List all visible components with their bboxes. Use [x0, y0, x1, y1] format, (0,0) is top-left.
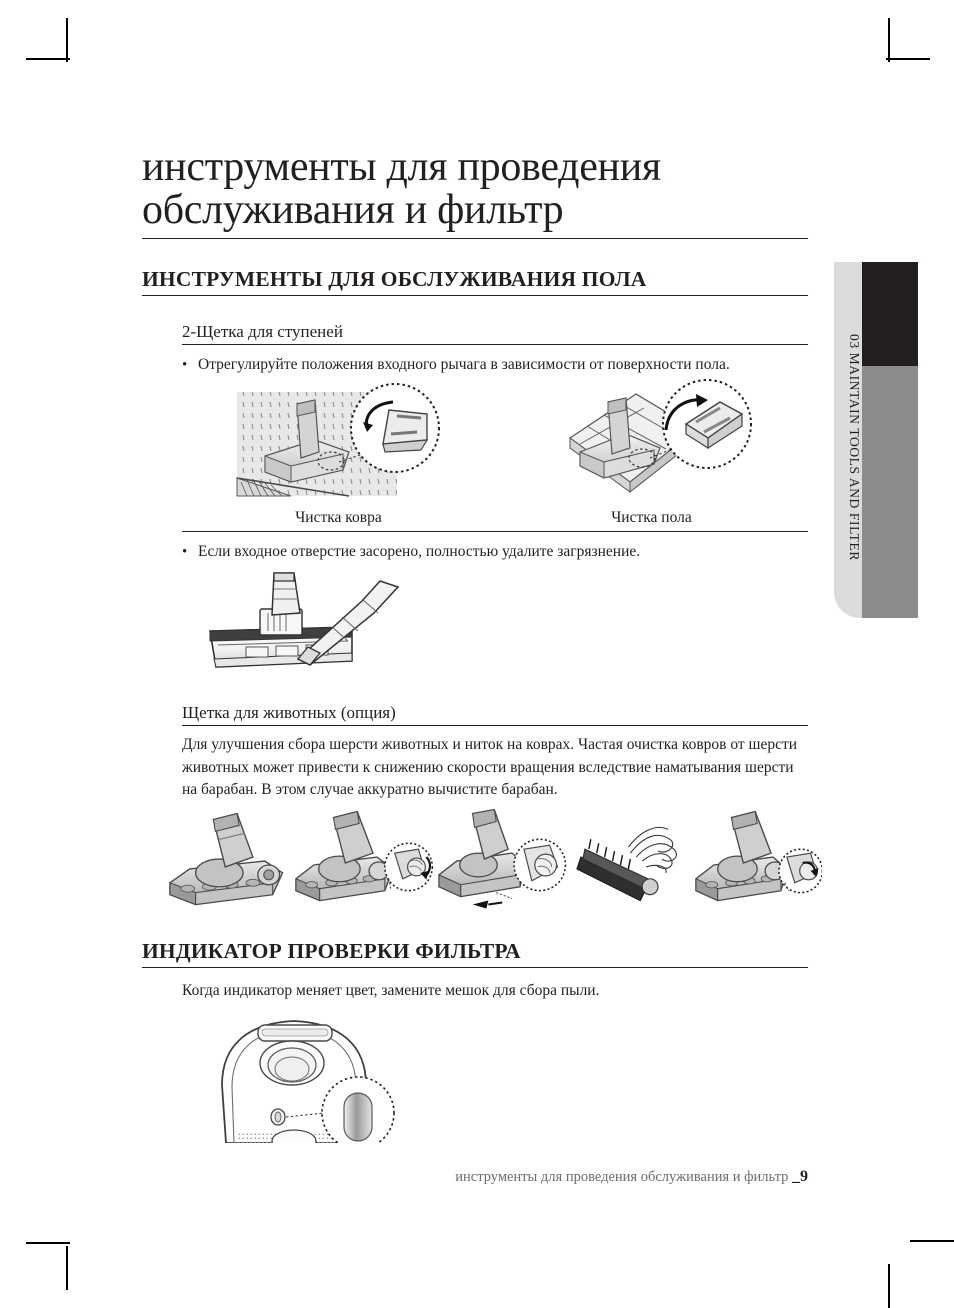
crop-mark-bottom-left-vertical [66, 1246, 68, 1290]
sub-heading-stair-brush: 2-Щетка для ступеней [182, 322, 808, 345]
chapter-side-tab [834, 262, 918, 618]
side-tab-label: 03 MAINTAIN TOOLS AND FILTER [847, 333, 862, 561]
bullet-marker: • [182, 356, 188, 373]
figure-vacuum-body [182, 1013, 808, 1143]
bullet-marker: • [182, 543, 188, 560]
figure-cell-carpet [182, 378, 495, 527]
crop-mark-top-left-vertical [66, 18, 68, 62]
section-heading-filter-indicator: ИНДИКАТОР ПРОВЕРКИ ФИЛЬТРА [142, 939, 808, 968]
crop-mark-bottom-left-horizontal [26, 1242, 70, 1244]
vacuum-body-filter-indicator-illustration [186, 1013, 416, 1143]
figure-cell-floor [495, 378, 808, 527]
bullet-text: Если входное отверстие засорено, полностью удалите загрязнение. [198, 542, 641, 560]
carpet-cleaning-illustration [231, 378, 446, 508]
page-footer [142, 1168, 808, 1186]
pet-brush-drum-with-hair-illustration [575, 809, 692, 917]
bullet-item-adjust-lever [182, 354, 808, 376]
page-title-line-1: инструменты для проведения [142, 144, 661, 190]
figure-inlet-cleaning [182, 569, 808, 679]
pet-brush-reassemble-illustration [692, 809, 822, 917]
floor-cleaning-illustration [544, 378, 759, 508]
bullet-item-clear-inlet [182, 541, 808, 563]
pet-brush-remove-drum-illustration [437, 809, 575, 917]
side-tab-dark-block [862, 262, 918, 366]
crop-mark-bottom-right-vertical [888, 1264, 890, 1308]
sub-heading-pet-brush: Щетка для животных (опция) [182, 703, 808, 726]
crop-mark-top-right-horizontal [886, 58, 930, 60]
pet-brush-assembled-illustration [162, 809, 292, 917]
figure-pair-carpet-floor [182, 378, 808, 527]
inlet-cleaning-illustration [202, 569, 407, 679]
page-content [142, 146, 808, 1143]
crop-mark-bottom-right-horizontal [910, 1240, 954, 1242]
footer-separator: _ [792, 1168, 800, 1185]
page-title [142, 146, 808, 239]
footer-text: инструменты для проведения обслуживания и фильтр [455, 1169, 789, 1185]
page-title-line-2: обслуживания и фильтр [142, 186, 564, 233]
body-text-filter-indicator: Когда индикатор меняет цвет, замените мешок для сбора пыли. [182, 982, 600, 1000]
body-text-pet-brush: Для улучшения сбора шерсти животных и ниток на коврах. Частая очистка ковров от шерсти животных может привести к снижению скорости вращения вследствие наматывания шерсти на барабан. В этом случае аккуратно вычистите барабан. [182, 736, 798, 798]
footer-page-number: 9 [800, 1168, 808, 1185]
rule-after-figure-pair [182, 531, 808, 532]
figure-row-pet-brush-steps [162, 809, 822, 917]
crop-mark-top-right-vertical [888, 18, 890, 62]
figure-caption-floor: Чистка пола [611, 508, 692, 526]
bullet-text: Отрегулируйте положения входного рычага в зависимости от поверхности пола. [198, 355, 730, 373]
side-tab-mid-block [862, 366, 918, 618]
pet-brush-release-cap-illustration [292, 809, 436, 917]
crop-mark-top-left-horizontal [26, 58, 70, 60]
section-heading-floor-tools: ИНСТРУМЕНТЫ ДЛЯ ОБСЛУЖИВАНИЯ ПОЛА [142, 267, 808, 296]
figure-caption-carpet: Чистка ковра [295, 508, 382, 526]
